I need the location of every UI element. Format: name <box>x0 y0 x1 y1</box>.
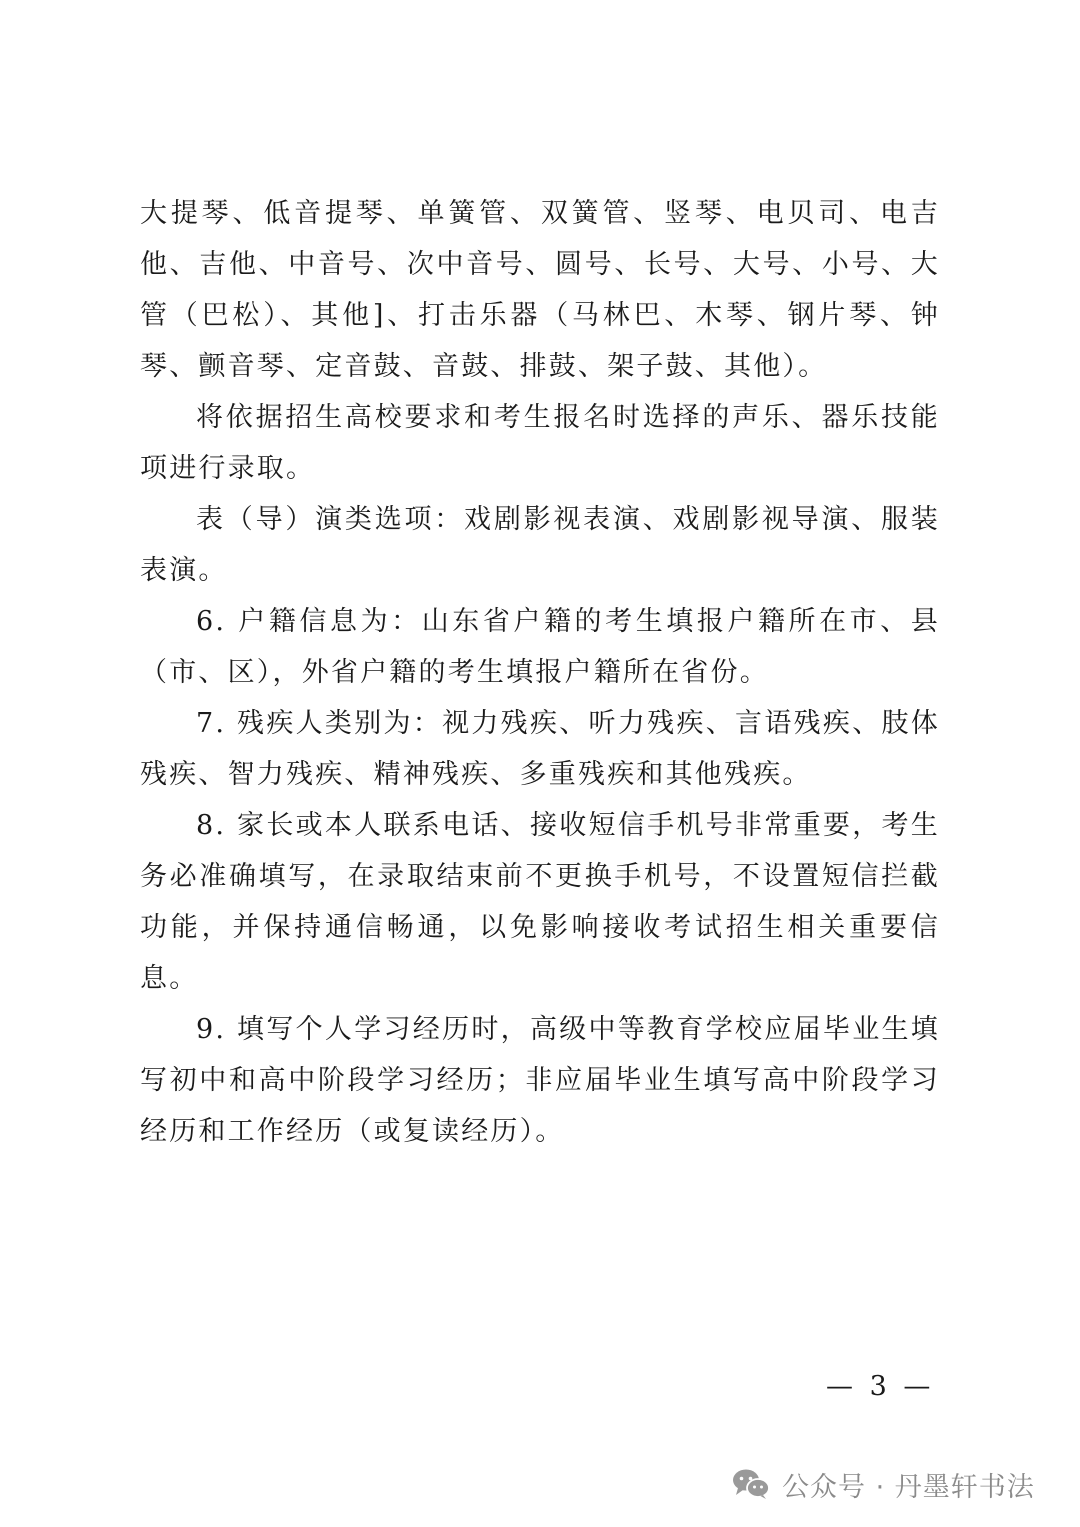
document-body <box>140 188 940 1157</box>
paragraph-item-6-household-registration: 6. 户籍信息为：山东省户籍的考生填报户籍所在市、县（市、区），外省户籍的考生填报户籍所在省份。 <box>140 606 940 688</box>
page-number: — 3 — <box>826 1371 935 1402</box>
paragraph-instrument-list: 大提琴、低音提琴、单簧管、双簧管、竖琴、电贝司、电吉他、吉他、中音号、次中音号、圆号、长号、大号、小号、大管（巴松）、其他]、打击乐器（马林巴、木琴、钢片琴、钟琴、颤音琴、定音鼓、音鼓、排鼓、架子鼓、其他）。 <box>140 198 940 382</box>
paragraph-item-9-study-history: 9. 填写个人学习经历时，高级中等教育学校应届毕业生填写初中和高中阶段学习经历；非应届毕业生填写高中阶段学习经历和工作经历（或复读经历）。 <box>140 1014 940 1147</box>
paragraph-performance-options: 表（导）演类选项：戏剧影视表演、戏剧影视导演、服装表演。 <box>140 504 940 586</box>
paragraph-item-7-disability-category: 7. 残疾人类别为：视力残疾、听力残疾、言语残疾、肢体残疾、智力残疾、精神残疾、多重残疾和其他残疾。 <box>140 708 940 790</box>
paragraph-item-8-contact-phone: 8. 家长或本人联系电话、接收短信手机号非常重要，考生务必准确填写，在录取结束前不更换手机号，不设置短信拦截功能，并保持通信畅通，以免影响接收考试招生相关重要信息。 <box>140 810 940 994</box>
wechat-icon <box>732 1468 770 1500</box>
paragraph-admission-basis: 将依据招生高校要求和考生报名时选择的声乐、器乐技能项进行录取。 <box>140 402 940 484</box>
watermark-text: 公众号 · 丹墨轩书法 <box>782 1471 1035 1503</box>
watermark <box>732 1464 1035 1504</box>
